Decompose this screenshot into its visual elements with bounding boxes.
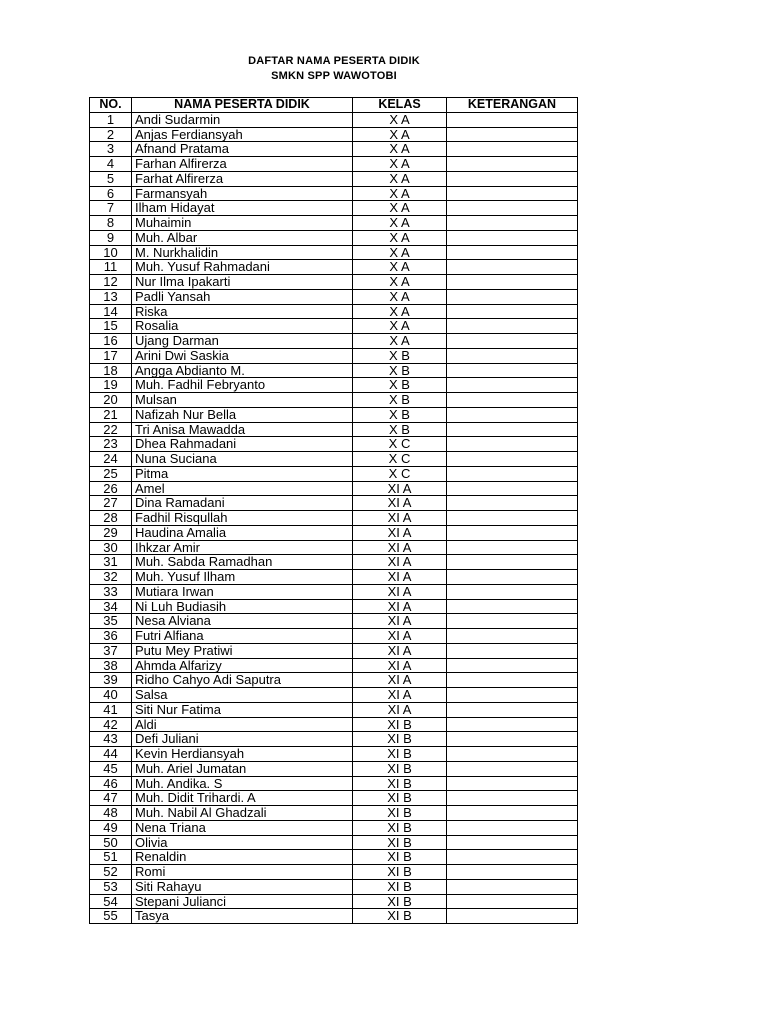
student-name: Kevin Herdiansyah [132, 747, 353, 762]
table-row [90, 511, 578, 526]
student-note [447, 629, 578, 644]
student-class: XI B [353, 776, 447, 791]
row-number: 36 [90, 629, 132, 644]
document-title: DAFTAR NAMA PESERTA DIDIK [248, 55, 420, 67]
student-note [447, 157, 578, 172]
table-row [90, 319, 578, 334]
student-note [447, 334, 578, 349]
student-class: XI A [353, 688, 447, 703]
student-class: X A [353, 319, 447, 334]
student-note [447, 422, 578, 437]
table-row [90, 673, 578, 688]
row-number: 3 [90, 142, 132, 157]
student-name: Olivia [132, 835, 353, 850]
table-row [90, 186, 578, 201]
row-number: 32 [90, 570, 132, 585]
student-class: XI B [353, 909, 447, 924]
student-note [447, 540, 578, 555]
student-class: XI A [353, 599, 447, 614]
row-number: 1 [90, 112, 132, 127]
student-note [447, 614, 578, 629]
student-name: Arini Dwi Saskia [132, 348, 353, 363]
table-row [90, 747, 578, 762]
student-name: Mulsan [132, 393, 353, 408]
student-name: Tri Anisa Mawadda [132, 422, 353, 437]
student-name: Dhea Rahmadani [132, 437, 353, 452]
student-name: Muh. Andika. S [132, 776, 353, 791]
student-name: M. Nurkhalidin [132, 245, 353, 260]
student-class: X A [353, 157, 447, 172]
table-row [90, 555, 578, 570]
row-number: 17 [90, 348, 132, 363]
student-class: X A [353, 112, 447, 127]
student-name: Siti Rahayu [132, 879, 353, 894]
student-name: Renaldin [132, 850, 353, 865]
row-number: 43 [90, 732, 132, 747]
student-class: X A [353, 275, 447, 290]
student-note [447, 865, 578, 880]
table-row [90, 289, 578, 304]
row-number: 52 [90, 865, 132, 880]
student-note [447, 127, 578, 142]
row-number: 10 [90, 245, 132, 260]
row-number: 23 [90, 437, 132, 452]
student-name: Padli Yansah [132, 289, 353, 304]
header-kelas: KELAS [353, 98, 447, 113]
student-note [447, 702, 578, 717]
student-name: Farhat Alfirerza [132, 171, 353, 186]
student-note [447, 142, 578, 157]
table-row [90, 643, 578, 658]
student-note [447, 437, 578, 452]
student-class: X B [353, 363, 447, 378]
student-note [447, 216, 578, 231]
student-name: Nuna Suciana [132, 452, 353, 467]
row-number: 40 [90, 688, 132, 703]
row-number: 38 [90, 658, 132, 673]
student-class: X A [353, 186, 447, 201]
student-class: XI A [353, 673, 447, 688]
student-note [447, 230, 578, 245]
table-row [90, 702, 578, 717]
student-note [447, 112, 578, 127]
row-number: 35 [90, 614, 132, 629]
table-row [90, 422, 578, 437]
student-name: Nur Ilma Ipakarti [132, 275, 353, 290]
row-number: 30 [90, 540, 132, 555]
student-note [447, 496, 578, 511]
table-row [90, 127, 578, 142]
student-class: X B [353, 407, 447, 422]
row-number: 8 [90, 216, 132, 231]
row-number: 37 [90, 643, 132, 658]
table-row [90, 717, 578, 732]
student-name: Siti Nur Fatima [132, 702, 353, 717]
student-name: Muh. Nabil Al Ghadzali [132, 806, 353, 821]
table-row [90, 761, 578, 776]
table-row [90, 584, 578, 599]
student-name: Ni Luh Budiasih [132, 599, 353, 614]
student-class: XI B [353, 717, 447, 732]
table-row [90, 614, 578, 629]
student-class: XI B [353, 879, 447, 894]
student-class: XI A [353, 481, 447, 496]
student-name: Dina Ramadani [132, 496, 353, 511]
row-number: 27 [90, 496, 132, 511]
student-class: X B [353, 393, 447, 408]
row-number: 48 [90, 806, 132, 821]
student-note [447, 584, 578, 599]
row-number: 39 [90, 673, 132, 688]
table-row [90, 201, 578, 216]
table-row [90, 496, 578, 511]
table-row [90, 599, 578, 614]
student-name: Andi Sudarmin [132, 112, 353, 127]
student-class: X A [353, 304, 447, 319]
student-note [447, 643, 578, 658]
row-number: 19 [90, 378, 132, 393]
student-class: XI B [353, 850, 447, 865]
student-name: Rosalia [132, 319, 353, 334]
student-note [447, 570, 578, 585]
student-class: X B [353, 348, 447, 363]
student-note [447, 245, 578, 260]
table-row [90, 776, 578, 791]
row-number: 44 [90, 747, 132, 762]
student-name: Farmansyah [132, 186, 353, 201]
student-note [447, 393, 578, 408]
row-number: 54 [90, 894, 132, 909]
student-note [447, 776, 578, 791]
header-name: NAMA PESERTA DIDIK [132, 98, 353, 113]
student-class: XI B [353, 806, 447, 821]
student-note [447, 348, 578, 363]
student-class: X B [353, 378, 447, 393]
table-header [90, 98, 578, 113]
header-no: NO. [90, 98, 132, 113]
table-row [90, 791, 578, 806]
student-class: X A [353, 289, 447, 304]
student-note [447, 466, 578, 481]
table-row [90, 245, 578, 260]
document-subtitle: SMKN SPP WAWOTOBI [271, 70, 397, 82]
student-name: Angga Abdianto M. [132, 363, 353, 378]
table-row [90, 142, 578, 157]
row-number: 18 [90, 363, 132, 378]
student-class: X A [353, 127, 447, 142]
student-class: X B [353, 422, 447, 437]
row-number: 6 [90, 186, 132, 201]
table-row [90, 363, 578, 378]
student-class: XI A [353, 629, 447, 644]
row-number: 21 [90, 407, 132, 422]
row-number: 26 [90, 481, 132, 496]
student-note [447, 688, 578, 703]
row-number: 11 [90, 260, 132, 275]
student-note [447, 894, 578, 909]
row-number: 2 [90, 127, 132, 142]
student-class: XI A [353, 525, 447, 540]
student-name: Nafizah Nur Bella [132, 407, 353, 422]
student-name: Tasya [132, 909, 353, 924]
student-class: XI B [353, 747, 447, 762]
student-roster-table [89, 97, 578, 924]
student-note [447, 732, 578, 747]
table-row [90, 894, 578, 909]
table-row [90, 112, 578, 127]
student-note [447, 511, 578, 526]
row-number: 47 [90, 791, 132, 806]
student-note [447, 599, 578, 614]
student-note [447, 820, 578, 835]
student-note [447, 304, 578, 319]
student-name: Muh. Yusuf Rahmadani [132, 260, 353, 275]
student-class: XI A [353, 570, 447, 585]
row-number: 45 [90, 761, 132, 776]
student-note [447, 747, 578, 762]
student-class: X A [353, 260, 447, 275]
student-name: Pitma [132, 466, 353, 481]
table-row [90, 688, 578, 703]
student-name: Nesa Alviana [132, 614, 353, 629]
student-note [447, 791, 578, 806]
student-class: XI A [353, 496, 447, 511]
student-class: XI B [353, 835, 447, 850]
row-number: 51 [90, 850, 132, 865]
row-number: 31 [90, 555, 132, 570]
student-class: XI A [353, 540, 447, 555]
table-body [90, 112, 578, 923]
row-number: 50 [90, 835, 132, 850]
student-class: X C [353, 452, 447, 467]
table-row [90, 865, 578, 880]
student-class: XI B [353, 865, 447, 880]
row-number: 41 [90, 702, 132, 717]
table-row [90, 525, 578, 540]
student-name: Putu Mey Pratiwi [132, 643, 353, 658]
student-name: Muh. Didit Trihardi. A [132, 791, 353, 806]
table-row [90, 260, 578, 275]
table-row [90, 732, 578, 747]
table-row [90, 658, 578, 673]
student-class: XI A [353, 702, 447, 717]
table-row [90, 629, 578, 644]
row-number: 49 [90, 820, 132, 835]
student-name: Salsa [132, 688, 353, 703]
student-name: Ujang Darman [132, 334, 353, 349]
student-class: XI B [353, 761, 447, 776]
student-name: Afnand Pratama [132, 142, 353, 157]
student-name: Farhan Alfirerza [132, 157, 353, 172]
table-row [90, 570, 578, 585]
student-name: Haudina Amalia [132, 525, 353, 540]
row-number: 20 [90, 393, 132, 408]
table-row [90, 466, 578, 481]
student-class: X A [353, 201, 447, 216]
row-number: 12 [90, 275, 132, 290]
table-row [90, 909, 578, 924]
student-class: X A [353, 245, 447, 260]
table-row [90, 348, 578, 363]
student-name: Mutiara Irwan [132, 584, 353, 599]
student-class: XI B [353, 732, 447, 747]
student-note [447, 850, 578, 865]
row-number: 25 [90, 466, 132, 481]
student-note [447, 275, 578, 290]
student-note [447, 378, 578, 393]
student-note [447, 186, 578, 201]
row-number: 14 [90, 304, 132, 319]
student-name: Fadhil Risqullah [132, 511, 353, 526]
row-number: 7 [90, 201, 132, 216]
student-note [447, 260, 578, 275]
row-number: 46 [90, 776, 132, 791]
student-name: Muhaimin [132, 216, 353, 231]
table-row [90, 304, 578, 319]
header-keterangan: KETERANGAN [447, 98, 578, 113]
student-class: X C [353, 437, 447, 452]
student-note [447, 761, 578, 776]
student-class: X A [353, 334, 447, 349]
header-row [90, 98, 578, 113]
student-name: Riska [132, 304, 353, 319]
student-note [447, 717, 578, 732]
row-number: 9 [90, 230, 132, 245]
student-name: Muh. Fadhil Febryanto [132, 378, 353, 393]
table-row [90, 835, 578, 850]
student-class: XI A [353, 614, 447, 629]
student-class: XI A [353, 658, 447, 673]
student-name: Ahmda Alfarizy [132, 658, 353, 673]
student-name: Ridho Cahyo Adi Saputra [132, 673, 353, 688]
table-row [90, 820, 578, 835]
student-note [447, 673, 578, 688]
table-row [90, 407, 578, 422]
table-row [90, 216, 578, 231]
student-name: Muh. Yusuf Ilham [132, 570, 353, 585]
student-class: XI A [353, 511, 447, 526]
row-number: 24 [90, 452, 132, 467]
student-name: Stepani Julianci [132, 894, 353, 909]
row-number: 16 [90, 334, 132, 349]
table-row [90, 481, 578, 496]
student-class: X A [353, 142, 447, 157]
table-row [90, 334, 578, 349]
student-note [447, 452, 578, 467]
row-number: 33 [90, 584, 132, 599]
student-class: XI A [353, 555, 447, 570]
student-name: Nena Triana [132, 820, 353, 835]
table-row [90, 378, 578, 393]
row-number: 28 [90, 511, 132, 526]
student-name: Amel [132, 481, 353, 496]
row-number: 53 [90, 879, 132, 894]
student-note [447, 806, 578, 821]
table-row [90, 171, 578, 186]
row-number: 13 [90, 289, 132, 304]
table-row [90, 275, 578, 290]
student-class: XI B [353, 820, 447, 835]
row-number: 15 [90, 319, 132, 334]
student-class: X A [353, 171, 447, 186]
student-note [447, 407, 578, 422]
table-row [90, 540, 578, 555]
student-class: X C [353, 466, 447, 481]
table-row [90, 393, 578, 408]
student-note [447, 909, 578, 924]
table-row [90, 850, 578, 865]
student-name: Anjas Ferdiansyah [132, 127, 353, 142]
student-note [447, 525, 578, 540]
student-class: X A [353, 230, 447, 245]
row-number: 34 [90, 599, 132, 614]
row-number: 55 [90, 909, 132, 924]
student-class: XI A [353, 643, 447, 658]
student-note [447, 555, 578, 570]
student-note [447, 319, 578, 334]
student-name: Futri Alfiana [132, 629, 353, 644]
student-class: XI A [353, 584, 447, 599]
row-number: 5 [90, 171, 132, 186]
student-name: Ilham Hidayat [132, 201, 353, 216]
student-note [447, 879, 578, 894]
row-number: 29 [90, 525, 132, 540]
student-note [447, 363, 578, 378]
student-note [447, 201, 578, 216]
student-name: Ihkzar Amir [132, 540, 353, 555]
student-name: Muh. Sabda Ramadhan [132, 555, 353, 570]
student-name: Muh. Ariel Jumatan [132, 761, 353, 776]
row-number: 42 [90, 717, 132, 732]
table-row [90, 806, 578, 821]
row-number: 4 [90, 157, 132, 172]
table-row [90, 437, 578, 452]
student-note [447, 481, 578, 496]
student-class: XI B [353, 791, 447, 806]
student-class: XI B [353, 894, 447, 909]
student-note [447, 835, 578, 850]
table-row [90, 452, 578, 467]
table-row [90, 879, 578, 894]
student-note [447, 658, 578, 673]
student-class: X A [353, 216, 447, 231]
table-row [90, 230, 578, 245]
row-number: 22 [90, 422, 132, 437]
student-name: Defi Juliani [132, 732, 353, 747]
student-note [447, 171, 578, 186]
student-name: Muh. Albar [132, 230, 353, 245]
student-name: Romi [132, 865, 353, 880]
student-name: Aldi [132, 717, 353, 732]
table-row [90, 157, 578, 172]
student-note [447, 289, 578, 304]
